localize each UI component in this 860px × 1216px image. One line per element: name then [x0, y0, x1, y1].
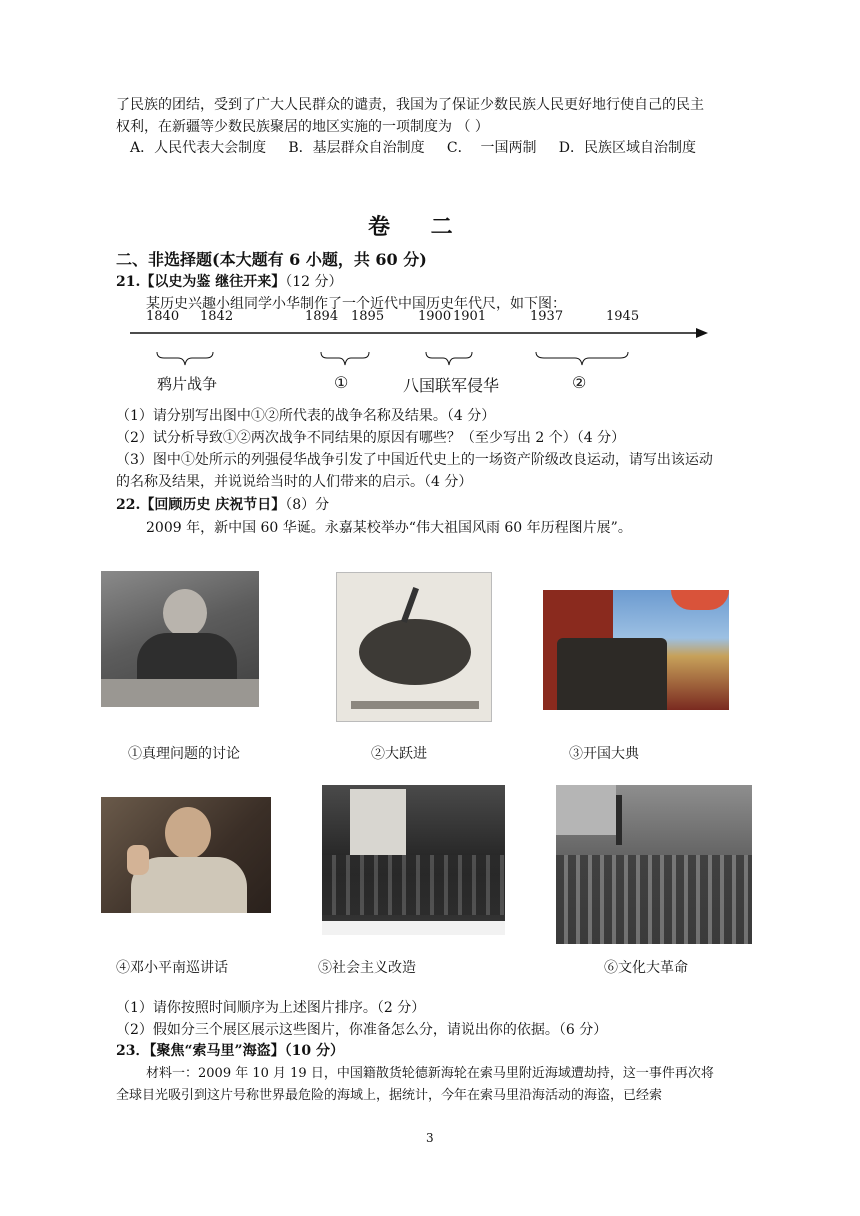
q21-sub1: （1）请分别写出图中①②所代表的战争名称及结果。（4 分） [116, 408, 496, 424]
label-eight-nation: 八国联军侵华 [403, 376, 500, 395]
brace-war-1 [320, 351, 370, 367]
year-label: 1894 [305, 309, 339, 324]
year-label: 1901 [453, 309, 487, 324]
q21-title: 21.【以史为鉴 继往开来】 [116, 274, 286, 290]
q22-intro: 2009 年，新中国 60 华诞。永嘉某校举办“伟大祖国风雨 60 年历程图片展”。 [146, 520, 632, 536]
caption-5: ⑤社会主义改造 [318, 960, 416, 976]
q23-line2: 全球目光吸引到这片号称世界最危险的海域上，据统计，今年在索马里沿海活动的海盗，已经索 [116, 1088, 663, 1103]
q21-header [116, 271, 343, 291]
q21-sub3-line1: （3）图中①处所示的列强侵华战争引发了中国近代史上的一场资产阶级改良运动，请写出该运动 [116, 452, 713, 468]
southern-tour-photo [101, 797, 271, 913]
q21-sub2: （2）试分析导致①②两次战争不同结果的原因有哪些？（至少写出 2 个）（4 分） [116, 430, 626, 446]
q20-line1: 了民族的团结，受到了广大人民群众的谴责，我国为了保证少数民族人民更好地行使自己的民主 [116, 97, 704, 113]
cultural-revolution-photo [556, 785, 752, 944]
label-war-1: ① [334, 373, 349, 392]
caption-6: ⑥文化大革命 [604, 960, 688, 976]
volume-title: 卷 二 [368, 214, 455, 240]
q22-score: （8）分 [285, 497, 330, 513]
truth-discussion-photo [101, 571, 259, 707]
q22-title: 22.【回顾历史 庆祝节日】 [116, 497, 286, 513]
year-label: 1945 [606, 309, 640, 324]
label-opium-war: 鸦片战争 [157, 375, 218, 393]
brace-war-2 [535, 351, 629, 367]
section-heading: 二、非选择题(本大题有 6 小题，共 60 分) [116, 250, 427, 269]
q23-header: 23．【聚焦“索马里”海盗】（10 分） [116, 1043, 344, 1059]
q21-score: （12 分） [285, 274, 343, 290]
brace-opium-war [156, 351, 214, 367]
q21-intro: 某历史兴趣小组同学小华制作了一个近代中国历史年代尺，如下图： [146, 296, 566, 312]
year-label: 1937 [530, 309, 564, 324]
founding-ceremony-photo [543, 590, 729, 710]
q20-line2: 权利，在新疆等少数民族聚居的地区实施的一项制度为 （ ） [116, 119, 489, 135]
year-label: 1842 [200, 309, 234, 324]
brace-eight-nation [425, 351, 473, 367]
q22-sub1: （1）请你按照时间顺序为上述图片排序。（2 分） [116, 1000, 426, 1016]
year-label: 1895 [351, 309, 385, 324]
q22-sub2: （2）假如分三个展区展示这些图片，你准备怎么分，请说出你的依据。（6 分） [116, 1022, 608, 1038]
caption-1: ①真理问题的讨论 [128, 746, 240, 762]
q20-options: A．人民代表大会制度 B．基层群众自治制度 C． 一国两制 D．民族区域自治制度 [130, 140, 696, 156]
year-label: 1840 [146, 309, 180, 324]
caption-2: ②大跃进 [371, 746, 427, 762]
caption-4: ④邓小平南巡讲话 [116, 960, 228, 976]
q22-header [116, 494, 329, 514]
timeline-arrow [130, 324, 710, 344]
q23-line1: 材料一：2009 年 10 月 19 日，中国籍散货轮德新海轮在索马里附近海域遭劫持，这一事件再次将 [146, 1066, 714, 1081]
great-leap-photo [336, 572, 492, 722]
q21-sub3-line2: 的名称及结果，并说说给当时的人们带来的启示。（4 分） [116, 474, 473, 490]
year-label: 1900 [418, 309, 452, 324]
caption-3: ③开国大典 [569, 746, 639, 762]
socialist-transformation-photo [322, 785, 505, 935]
label-war-2: ② [572, 373, 587, 392]
page-number: 3 [426, 1131, 434, 1145]
